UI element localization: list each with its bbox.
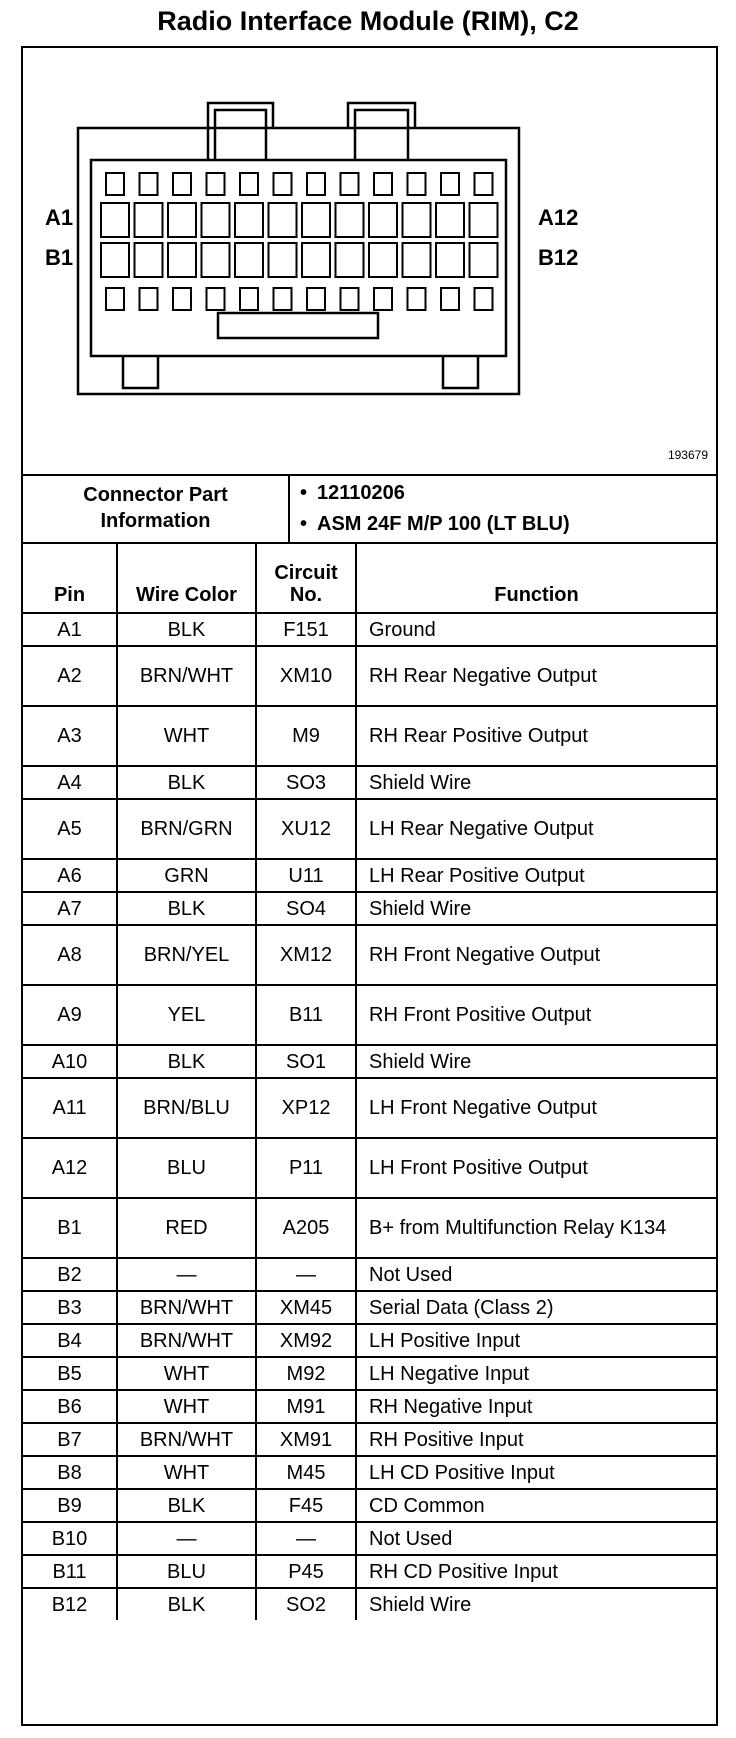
cavity-a4 (202, 203, 230, 237)
function-cell: RH Rear Positive Output (356, 706, 716, 766)
function-cell: Shield Wire (356, 766, 716, 799)
function-cell: LH Positive Input (356, 1324, 716, 1357)
function-cell: LH Front Positive Output (356, 1138, 716, 1198)
label-b1: B1 (45, 245, 74, 270)
cavity-a10 (403, 203, 431, 237)
table-row (23, 1489, 716, 1522)
wire-color-cell: BRN/WHT (117, 1291, 256, 1324)
cavity-a9 (369, 203, 397, 237)
connector-diagram (23, 48, 716, 476)
pin-cell: A8 (23, 925, 117, 985)
table-row (23, 859, 716, 892)
function-cell: LH Front Negative Output (356, 1078, 716, 1138)
cavity-a11 (436, 203, 464, 237)
wire-color-cell: WHT (117, 1456, 256, 1489)
table-header-row (23, 542, 716, 613)
cavity-b5 (235, 243, 263, 277)
function-cell: Shield Wire (356, 1045, 716, 1078)
terminal-lock-top-7 (307, 173, 325, 195)
cavity-b2 (135, 243, 163, 277)
pin-cell: A10 (23, 1045, 117, 1078)
table-row (23, 1078, 716, 1138)
pin-cell: B12 (23, 1588, 117, 1620)
circuit-cell: SO3 (256, 766, 356, 799)
pin-cell: B11 (23, 1555, 117, 1588)
function-cell: LH Rear Positive Output (356, 859, 716, 892)
pin-cell: A9 (23, 985, 117, 1045)
terminal-lock-bottom-12 (475, 288, 493, 310)
pin-cell: B9 (23, 1489, 117, 1522)
cavity-b8 (336, 243, 364, 277)
label-b12: B12 (538, 245, 579, 270)
cavity-a7 (302, 203, 330, 237)
function-cell: B+ from Multifunction Relay K134 (356, 1198, 716, 1258)
table-row (23, 1291, 716, 1324)
terminal-lock-bottom-9 (374, 288, 392, 310)
cavity-a8 (336, 203, 364, 237)
table-row (23, 799, 716, 859)
table-row (23, 646, 716, 706)
pin-cell: B8 (23, 1456, 117, 1489)
circuit-cell: — (256, 1522, 356, 1555)
table-row (23, 1198, 716, 1258)
function-cell: RH Negative Input (356, 1390, 716, 1423)
circuit-cell: U11 (256, 859, 356, 892)
wire-color-cell: RED (117, 1198, 256, 1258)
terminal-lock-bottom-4 (207, 288, 225, 310)
table-row (23, 925, 716, 985)
wire-color-cell: BRN/GRN (117, 799, 256, 859)
terminal-lock-bottom-5 (240, 288, 258, 310)
circuit-cell: XM10 (256, 646, 356, 706)
cavity-b3 (168, 243, 196, 277)
function-cell: LH Negative Input (356, 1357, 716, 1390)
pin-cell: A2 (23, 646, 117, 706)
cavity-b12 (470, 243, 498, 277)
wire-color-cell: WHT (117, 706, 256, 766)
terminal-lock-top-12 (475, 173, 493, 195)
header-pin: Pin (23, 542, 117, 613)
table-row (23, 1555, 716, 1588)
table-row (23, 706, 716, 766)
function-cell: Not Used (356, 1258, 716, 1291)
circuit-cell: XU12 (256, 799, 356, 859)
pin-cell: B4 (23, 1324, 117, 1357)
cavity-b7 (302, 243, 330, 277)
cavity-a6 (269, 203, 297, 237)
function-cell: RH Front Positive Output (356, 985, 716, 1045)
terminal-lock-bottom-3 (173, 288, 191, 310)
wire-color-cell: BRN/WHT (117, 1324, 256, 1357)
table-row (23, 1357, 716, 1390)
function-cell: RH CD Positive Input (356, 1555, 716, 1588)
terminal-lock-top-1 (106, 173, 124, 195)
cavity-a5 (235, 203, 263, 237)
terminal-lock-top-2 (140, 173, 158, 195)
function-cell: Shield Wire (356, 1588, 716, 1620)
circuit-cell: M45 (256, 1456, 356, 1489)
table-row (23, 766, 716, 799)
pin-cell: B7 (23, 1423, 117, 1456)
circuit-cell: P45 (256, 1555, 356, 1588)
terminal-lock-bottom-7 (307, 288, 325, 310)
left-latch (208, 103, 273, 160)
wire-color-cell: GRN (117, 859, 256, 892)
connector-info-label: Connector Part Information (23, 474, 290, 542)
function-cell: Shield Wire (356, 892, 716, 925)
pin-cell: A7 (23, 892, 117, 925)
left-foot (123, 356, 158, 388)
terminal-lock-bottom-2 (140, 288, 158, 310)
terminal-lock-top-9 (374, 173, 392, 195)
cavity-a3 (168, 203, 196, 237)
circuit-cell: M91 (256, 1390, 356, 1423)
part-description: • ASM 24F M/P 100 (LT BLU) (300, 509, 570, 540)
pin-cell: A5 (23, 799, 117, 859)
cavity-b9 (369, 243, 397, 277)
table-row (23, 1522, 716, 1555)
wire-color-cell: YEL (117, 985, 256, 1045)
table-row (23, 1324, 716, 1357)
wire-color-cell: BLK (117, 613, 256, 646)
circuit-cell: SO2 (256, 1588, 356, 1620)
pin-cell: B3 (23, 1291, 117, 1324)
pin-cell: A1 (23, 613, 117, 646)
terminal-lock-top-4 (207, 173, 225, 195)
cavity-a12 (470, 203, 498, 237)
connector-cavity-frame (91, 160, 506, 356)
pin-cell: B5 (23, 1357, 117, 1390)
wire-color-cell: BRN/WHT (117, 1423, 256, 1456)
circuit-cell: SO1 (256, 1045, 356, 1078)
function-cell: Not Used (356, 1522, 716, 1555)
wire-color-cell: WHT (117, 1357, 256, 1390)
cavity-b10 (403, 243, 431, 277)
keying-slot (218, 313, 378, 338)
part-number: • 12110206 (300, 478, 570, 509)
wire-color-cell: — (117, 1258, 256, 1291)
table-row (23, 1258, 716, 1291)
pin-cell: B6 (23, 1390, 117, 1423)
terminal-lock-bottom-1 (106, 288, 124, 310)
wire-color-cell: BLK (117, 1489, 256, 1522)
function-cell: RH Positive Input (356, 1423, 716, 1456)
circuit-cell: A205 (256, 1198, 356, 1258)
right-foot (443, 356, 478, 388)
wire-color-cell: BRN/BLU (117, 1078, 256, 1138)
circuit-cell: XP12 (256, 1078, 356, 1138)
function-cell: LH CD Positive Input (356, 1456, 716, 1489)
cavity-b6 (269, 243, 297, 277)
function-cell: Serial Data (Class 2) (356, 1291, 716, 1324)
table-row (23, 1138, 716, 1198)
connector-body (78, 128, 519, 394)
terminal-lock-top-8 (341, 173, 359, 195)
cavity-a1 (101, 203, 129, 237)
terminal-lock-top-10 (408, 173, 426, 195)
table-row (23, 1045, 716, 1078)
table-row (23, 985, 716, 1045)
cavity-b1 (101, 243, 129, 277)
terminal-lock-top-6 (274, 173, 292, 195)
circuit-cell: B11 (256, 985, 356, 1045)
pin-cell: B1 (23, 1198, 117, 1258)
cavity-b11 (436, 243, 464, 277)
wire-color-cell: BRN/YEL (117, 925, 256, 985)
table-row (23, 1456, 716, 1489)
table-row (23, 1390, 716, 1423)
connector-info-list (300, 478, 570, 540)
circuit-cell: XM12 (256, 925, 356, 985)
terminal-lock-bottom-6 (274, 288, 292, 310)
circuit-cell: M92 (256, 1357, 356, 1390)
wire-color-cell: BLK (117, 892, 256, 925)
right-latch (348, 103, 415, 128)
pin-cell: A11 (23, 1078, 117, 1138)
terminal-lock-top-11 (441, 173, 459, 195)
function-cell: LH Rear Negative Output (356, 799, 716, 859)
pin-cell: A6 (23, 859, 117, 892)
label-a12: A12 (538, 205, 579, 230)
header-circuit: Circuit No. (256, 542, 356, 613)
connector-sheet (21, 46, 718, 1726)
connector-part-info (23, 474, 716, 544)
circuit-cell: XM45 (256, 1291, 356, 1324)
function-cell: Ground (356, 613, 716, 646)
wire-color-cell: WHT (117, 1390, 256, 1423)
terminal-lock-bottom-10 (408, 288, 426, 310)
terminal-lock-bottom-8 (341, 288, 359, 310)
wire-color-cell: BLK (117, 766, 256, 799)
wire-color-cell: BRN/WHT (117, 646, 256, 706)
left-latch-inner (215, 110, 266, 160)
figure-id: 193679 (667, 448, 708, 462)
page-title: Radio Interface Module (RIM), C2 (157, 6, 579, 36)
connector-face-drawing (23, 48, 716, 474)
circuit-cell: XM92 (256, 1324, 356, 1357)
pin-cell: B10 (23, 1522, 117, 1555)
wire-color-cell: — (117, 1522, 256, 1555)
circuit-cell: SO4 (256, 892, 356, 925)
table-row (23, 1423, 716, 1456)
cavity-a2 (135, 203, 163, 237)
terminal-lock-top-3 (173, 173, 191, 195)
pin-cell: A4 (23, 766, 117, 799)
header-wire-color: Wire Color (117, 542, 256, 613)
wire-color-cell: BLK (117, 1588, 256, 1620)
function-cell: RH Front Negative Output (356, 925, 716, 985)
function-cell: CD Common (356, 1489, 716, 1522)
pinout-table (23, 542, 716, 1620)
circuit-cell: P11 (256, 1138, 356, 1198)
circuit-cell: M9 (256, 706, 356, 766)
right-latch-inner (355, 110, 408, 160)
wire-color-cell: BLU (117, 1138, 256, 1198)
table-row (23, 613, 716, 646)
pin-cell: A3 (23, 706, 117, 766)
circuit-cell: F45 (256, 1489, 356, 1522)
circuit-cell: XM91 (256, 1423, 356, 1456)
circuit-cell: F151 (256, 613, 356, 646)
terminal-lock-top-5 (240, 173, 258, 195)
pin-cell: B2 (23, 1258, 117, 1291)
pin-cell: A12 (23, 1138, 117, 1198)
header-function: Function (356, 542, 716, 613)
wire-color-cell: BLK (117, 1045, 256, 1078)
circuit-cell: — (256, 1258, 356, 1291)
wire-color-cell: BLU (117, 1555, 256, 1588)
function-cell: RH Rear Negative Output (356, 646, 716, 706)
table-row (23, 892, 716, 925)
table-row (23, 1588, 716, 1620)
cavity-b4 (202, 243, 230, 277)
terminal-lock-bottom-11 (441, 288, 459, 310)
label-a1: A1 (45, 205, 74, 230)
